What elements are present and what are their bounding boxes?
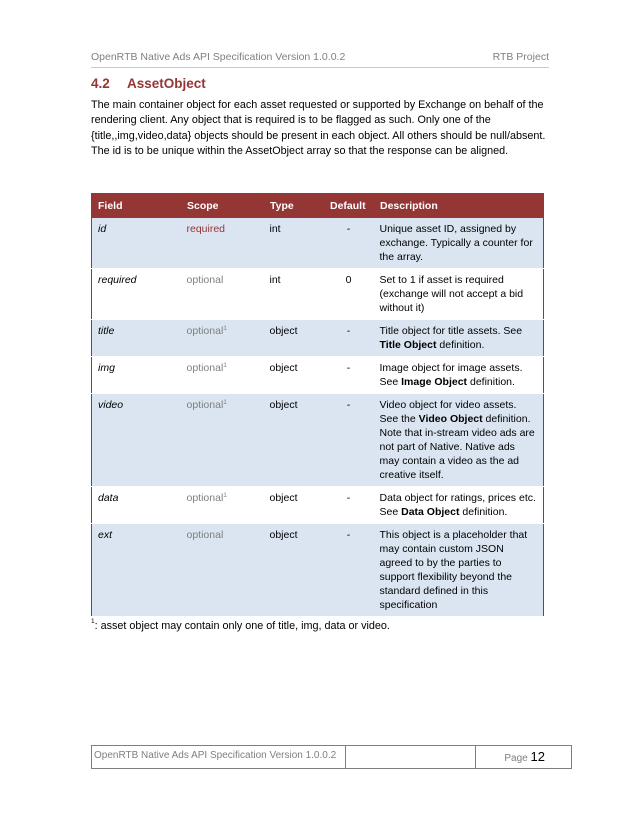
cell-type: object	[264, 487, 324, 524]
desc-text: Video object for video assets. See the	[379, 399, 517, 425]
cell-scope	[181, 269, 264, 320]
column-header: Type	[264, 194, 324, 218]
scope-text: optional	[186, 399, 224, 411]
cell-description	[374, 524, 544, 617]
cell-field: required	[92, 269, 181, 320]
cell-scope	[181, 394, 264, 487]
scope-text: optional	[186, 529, 224, 541]
table-row	[92, 218, 544, 269]
table-body	[92, 218, 544, 617]
scope-footnote-marker: 1	[223, 362, 227, 369]
cell-field: img	[92, 357, 181, 394]
column-header: Description	[374, 194, 544, 218]
desc-text: Image object for image assets. See	[379, 362, 523, 388]
footnote-text: : asset object may contain only one of title, img, data or video.	[94, 620, 390, 632]
column-header: Field	[92, 194, 181, 218]
desc-object-ref: Data Object	[401, 506, 460, 518]
cell-scope	[181, 524, 264, 617]
desc-object-ref: Title Object	[379, 339, 437, 351]
desc-text: Unique asset ID, assigned by exchange. Typically a counter for the array.	[379, 223, 533, 263]
scope-text: optional	[186, 325, 224, 337]
cell-description	[374, 218, 544, 269]
desc-text-tail: definition. Note that in-stream video ads are not part of Native. Native ads may contain a video as the ad creative itself.	[379, 413, 535, 481]
scope-footnote-marker: 1	[223, 399, 227, 406]
asset-object-table	[91, 193, 544, 617]
footer-page	[504, 749, 545, 764]
cell-description	[374, 357, 544, 394]
cell-field: title	[92, 320, 181, 357]
table-row	[92, 487, 544, 524]
cell-default: -	[324, 357, 374, 394]
cell-type: object	[264, 320, 324, 357]
cell-field: ext	[92, 524, 181, 617]
footer-page-label: Page	[504, 753, 528, 764]
section-title: AssetObject	[127, 76, 206, 91]
column-header: Scope	[181, 194, 264, 218]
footer-doc-title: OpenRTB Native Ads API Specification Version 1.0.0.2	[92, 746, 346, 768]
cell-type: object	[264, 394, 324, 487]
desc-text: Title object for title assets. See	[379, 325, 523, 337]
cell-description	[374, 487, 544, 524]
section-heading	[91, 76, 206, 91]
page-footer	[91, 745, 572, 769]
cell-description	[374, 269, 544, 320]
scope-text: required	[186, 223, 226, 235]
cell-default: -	[324, 524, 374, 617]
cell-default: -	[324, 320, 374, 357]
table-row	[92, 394, 544, 487]
scope-footnote-marker: 1	[223, 492, 227, 499]
cell-type: int	[264, 269, 324, 320]
cell-scope	[181, 320, 264, 357]
desc-text-tail: definition.	[467, 376, 515, 388]
cell-scope	[181, 357, 264, 394]
table-row	[92, 269, 544, 320]
section-number: 4.2	[91, 76, 110, 91]
scope-footnote-marker: 1	[223, 325, 227, 332]
desc-object-ref: Video Object	[418, 413, 483, 425]
table-row	[92, 524, 544, 617]
cell-scope	[181, 487, 264, 524]
desc-text: Set to 1 if asset is required (exchange will not accept a bid without it)	[379, 274, 524, 314]
header-doc-title: OpenRTB Native Ads API Specification Version 1.0.0.2	[91, 51, 346, 63]
asset-object-table-wrap	[91, 193, 543, 617]
desc-text-tail: definition.	[436, 339, 485, 351]
footer-page-number: 12	[530, 749, 545, 764]
table-row	[92, 357, 544, 394]
cell-default: -	[324, 394, 374, 487]
intro-paragraph: The main container object for each asset requested or supported by Exchange on behalf of the rendering client. Any object that is required is to be flagged as such. Only one of the {title,,img,video,data} objects should be present in each object. All others should be null/absent. The id is to be unique within the AssetObject array so that the response can be aligned.	[91, 99, 546, 157]
cell-scope	[181, 218, 264, 269]
cell-field: id	[92, 218, 181, 269]
cell-type: object	[264, 524, 324, 617]
scope-text: optional	[186, 274, 224, 286]
cell-default: -	[324, 487, 374, 524]
footnote-marker: 1	[91, 618, 95, 625]
cell-type: int	[264, 218, 324, 269]
footnote	[91, 620, 390, 632]
page-header	[91, 49, 549, 68]
table-row	[92, 320, 544, 357]
desc-text-tail: definition.	[459, 506, 508, 518]
scope-text: optional	[186, 362, 224, 374]
cell-default: 0	[324, 269, 374, 320]
desc-object-ref: Image Object	[401, 376, 468, 388]
header-project: RTB Project	[492, 51, 549, 63]
cell-type: object	[264, 357, 324, 394]
cell-description	[374, 320, 544, 357]
desc-text: Data object for ratings, prices etc. See	[379, 492, 536, 518]
cell-default: -	[324, 218, 374, 269]
desc-text: This object is a placeholder that may contain custom JSON agreed to by the parties to support flexibility beyond the standard defined in this specification	[379, 529, 528, 611]
cell-field: video	[92, 394, 181, 487]
cell-description	[374, 394, 544, 487]
table-header-row	[92, 194, 544, 218]
footer-spacer	[347, 746, 476, 768]
column-header: Default	[324, 194, 374, 218]
scope-text: optional	[186, 492, 224, 504]
cell-field: data	[92, 487, 181, 524]
